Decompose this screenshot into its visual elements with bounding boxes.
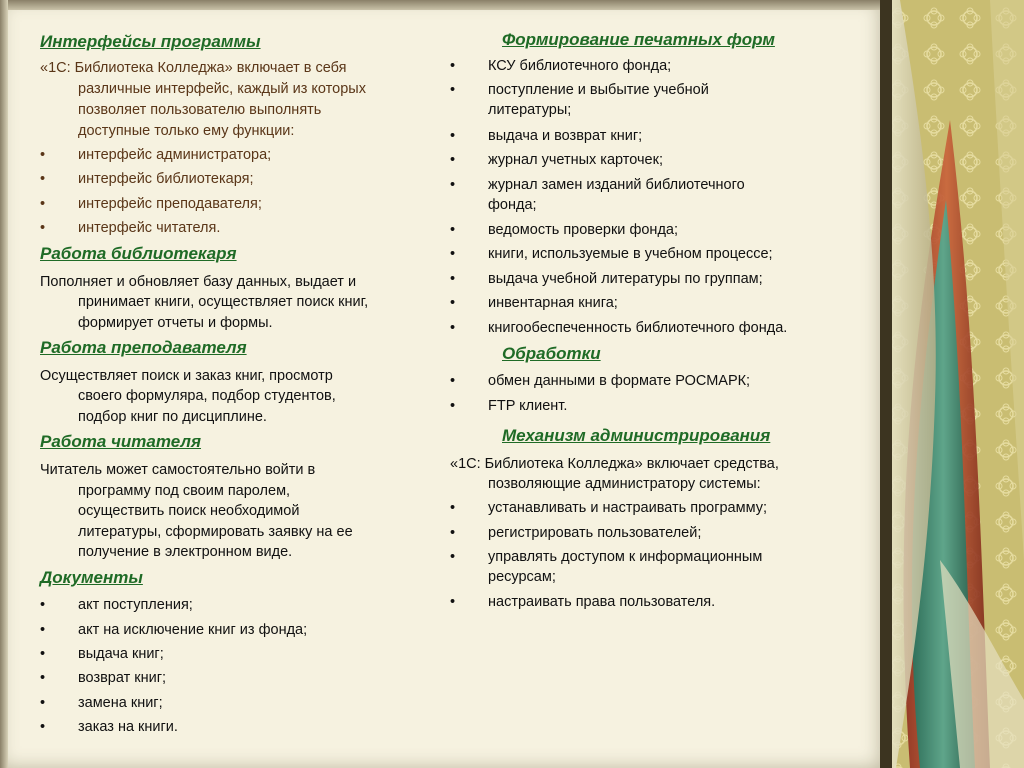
bullet-icon: • [40, 597, 46, 613]
frame-left-border [0, 0, 8, 768]
reader-line5: получение в электронном виде. [78, 544, 293, 560]
reader-line2: программу под своим паролем, [78, 483, 291, 499]
teacher-line2: своего формуляра, подбор студентов, [78, 388, 336, 404]
bullet-icon: • [40, 670, 46, 686]
bullet-icon: • [450, 152, 456, 168]
interfaces-heading: Интерфейсы программы [40, 32, 261, 51]
bullet-icon: • [450, 246, 456, 262]
bullet-icon: • [450, 594, 456, 610]
bullet-icon: • [450, 320, 456, 336]
admin-intro-line1: «1С: Библиотека Колледжа» включает средства, [450, 456, 779, 472]
librarian-heading: Работа библиотекаря [40, 244, 237, 263]
bullet-icon: • [450, 82, 456, 98]
bullet-icon: • [450, 58, 456, 74]
bullet-icon: • [40, 646, 46, 662]
bullet-icon: • [40, 196, 46, 212]
admin-heading: Механизм администрирования [502, 426, 771, 445]
librarian-line1: Пополняет и обновляет базу данных, выдает и [40, 274, 357, 290]
bullet-icon: • [40, 622, 46, 638]
reader-line1: Читатель может самостоятельно войти в [40, 462, 316, 478]
frame-top-border [0, 0, 880, 10]
bullet-icon: • [450, 271, 456, 287]
bullet-icon: • [40, 147, 46, 163]
documents-heading: Документы [40, 568, 143, 587]
print-forms-heading: Формирование печатных форм [502, 30, 775, 49]
reader-line4: литературы, сформировать заявку на ее [78, 524, 353, 540]
bullet-icon: • [450, 398, 456, 414]
bullet-icon: • [40, 171, 46, 187]
bullet-icon: • [450, 177, 456, 193]
reader-heading: Работа читателя [40, 432, 202, 451]
processing-heading: Обработки [502, 344, 601, 363]
ornament-graphic [880, 0, 1024, 768]
bullet-icon: • [40, 220, 46, 236]
librarian-line3: формирует отчеты и формы. [78, 315, 273, 331]
bullet-icon: • [450, 295, 456, 311]
bullet-icon: • [40, 719, 46, 735]
bullet-icon: • [450, 549, 456, 565]
interfaces-intro-line3: позволяет пользователю выполнять [78, 102, 322, 118]
teacher-line1: Осуществляет поиск и заказ книг, просмотр [40, 368, 333, 384]
interfaces-intro-line1: «1С: Библиотека Колледжа» включает в себя [40, 60, 347, 76]
bullet-icon: • [450, 525, 456, 541]
admin-intro-line2: позволяющие администратору системы: [488, 476, 761, 492]
reader-line3: осуществить поиск необходимой [78, 503, 300, 519]
decorative-ornament [880, 0, 1024, 768]
bullet-icon: • [450, 222, 456, 238]
interfaces-intro-line2: различные интерфейс, каждый из которых [78, 81, 366, 97]
librarian-line2: принимает книги, осуществляет поиск книг, [78, 294, 369, 310]
bullet-icon: • [450, 373, 456, 389]
teacher-line3: подбор книг по дисциплине. [78, 409, 267, 425]
bullet-icon: • [450, 128, 456, 144]
teacher-heading: Работа преподавателя [40, 338, 247, 357]
interfaces-intro-line4: доступные только ему функции: [78, 123, 295, 139]
bullet-icon: • [40, 695, 46, 711]
bullet-icon: • [450, 500, 456, 516]
